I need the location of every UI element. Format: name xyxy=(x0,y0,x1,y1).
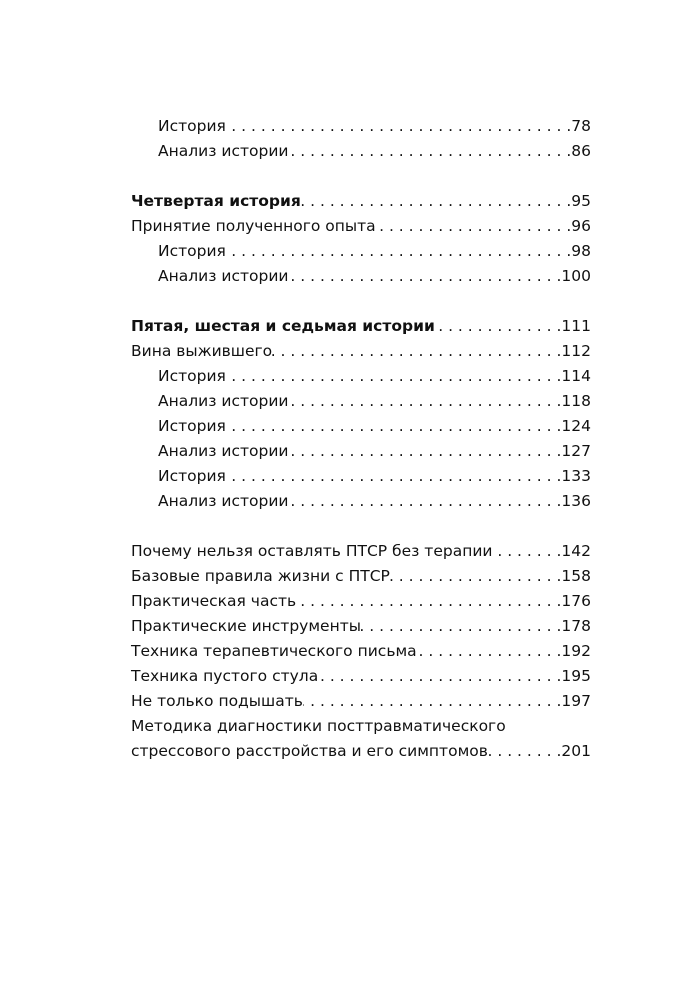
toc-entry[interactable] xyxy=(131,539,591,564)
table-of-contents xyxy=(131,114,591,764)
toc-entry-page: 98 xyxy=(571,242,591,260)
toc-entry-page: 178 xyxy=(561,617,591,635)
toc-leader-dots xyxy=(376,214,572,239)
toc-entry-title: История xyxy=(158,417,226,435)
toc-entry-title: Практическая часть xyxy=(131,592,297,610)
toc-leader-dots xyxy=(296,589,561,614)
toc-entry-page: 111 xyxy=(561,317,591,335)
toc-entry-page: 112 xyxy=(561,342,591,360)
toc-leader-dots xyxy=(417,639,562,664)
toc-entry-title: История xyxy=(158,242,226,260)
toc-entry-page: 78 xyxy=(571,117,591,135)
toc-leader-dots xyxy=(288,389,561,414)
toc-entry-title-line1: Методика диагностики посттравматического xyxy=(131,717,506,735)
toc-entry[interactable] xyxy=(131,389,591,414)
toc-entry-page: 133 xyxy=(561,467,591,485)
toc-entry-title: Практические инструменты xyxy=(131,617,361,635)
toc-entry[interactable] xyxy=(131,614,591,639)
toc-entry-title: Почему нельзя оставлять ПТСР без терапии xyxy=(131,542,493,560)
toc-entry[interactable] xyxy=(131,214,591,239)
toc-entry[interactable] xyxy=(131,464,591,489)
toc-entry-title: Анализ истории xyxy=(158,442,289,460)
toc-section-heading[interactable] xyxy=(131,189,591,214)
toc-entry-title: Анализ истории xyxy=(158,267,289,285)
toc-entry[interactable] xyxy=(131,339,591,364)
toc-leader-dots xyxy=(272,339,561,364)
toc-entry-title: Пятая, шестая и седьмая истории xyxy=(131,317,435,335)
toc-entry[interactable] xyxy=(131,264,591,289)
toc-entry[interactable] xyxy=(131,714,591,764)
toc-leader-dots xyxy=(488,739,562,764)
toc-section-heading[interactable] xyxy=(131,314,591,339)
toc-entry-page: 197 xyxy=(561,692,591,710)
toc-entry-title: Базовые правила жизни с ПТСР xyxy=(131,567,390,585)
toc-leader-dots xyxy=(303,689,562,714)
toc-leader-dots xyxy=(288,139,571,164)
toc-leader-dots xyxy=(288,489,561,514)
toc-entry[interactable] xyxy=(131,489,591,514)
toc-leader-dots xyxy=(226,414,562,439)
toc-entry-page: 158 xyxy=(561,567,591,585)
toc-entry-page: 86 xyxy=(571,142,591,160)
toc-entry-page: 127 xyxy=(561,442,591,460)
toc-entry-title: История xyxy=(158,117,226,135)
toc-entry-page: 124 xyxy=(561,417,591,435)
toc-entry[interactable] xyxy=(131,639,591,664)
toc-entry-title: Техника пустого стула xyxy=(131,667,319,685)
toc-leader-dots xyxy=(226,114,571,139)
toc-entry-title: История xyxy=(158,467,226,485)
toc-leader-dots xyxy=(226,464,562,489)
toc-leader-dots xyxy=(288,439,561,464)
section-gap xyxy=(131,164,591,189)
toc-entry[interactable] xyxy=(131,439,591,464)
toc-leader-dots xyxy=(301,189,571,214)
toc-entry-title: История xyxy=(158,367,226,385)
toc-entry-page: 96 xyxy=(571,217,591,235)
toc-entry-page: 195 xyxy=(561,667,591,685)
toc-entry-page: 176 xyxy=(561,592,591,610)
toc-entry-title: Анализ истории xyxy=(158,392,289,410)
toc-entry-page: 136 xyxy=(561,492,591,510)
toc-entry-page: 100 xyxy=(561,267,591,285)
toc-entry-page: 142 xyxy=(561,542,591,560)
toc-entry-page: 201 xyxy=(561,742,591,760)
section-gap xyxy=(131,514,591,539)
toc-entry[interactable] xyxy=(131,239,591,264)
toc-entry[interactable] xyxy=(131,364,591,389)
toc-entry[interactable] xyxy=(131,414,591,439)
toc-leader-dots xyxy=(226,239,571,264)
toc-entry-title: Принятие полученного опыта xyxy=(131,217,376,235)
toc-entry-title: Анализ истории xyxy=(158,142,289,160)
toc-entry[interactable] xyxy=(131,139,591,164)
toc-entry-title-line2: стрессового расстройства и его симптомов xyxy=(131,742,488,760)
toc-entry-page: 118 xyxy=(561,392,591,410)
toc-entry-title: Не только подышать xyxy=(131,692,303,710)
toc-entry-title: Вина выжившего xyxy=(131,342,273,360)
toc-entry-line2 xyxy=(131,739,591,764)
toc-entry-page: 192 xyxy=(561,642,591,660)
toc-leader-dots xyxy=(226,364,562,389)
toc-leader-dots xyxy=(435,314,562,339)
toc-entry-title: Техника терапевтического письма xyxy=(131,642,417,660)
toc-leader-dots xyxy=(361,614,561,639)
toc-leader-dots xyxy=(390,564,562,589)
toc-entry-title: Четвертая история xyxy=(131,192,301,210)
toc-leader-dots xyxy=(493,539,562,564)
toc-leader-dots xyxy=(318,664,561,689)
toc-entry[interactable] xyxy=(131,664,591,689)
toc-entry[interactable] xyxy=(131,114,591,139)
toc-entry-title: Анализ истории xyxy=(158,492,289,510)
toc-entry[interactable] xyxy=(131,689,591,714)
section-gap xyxy=(131,289,591,314)
toc-entry-page: 95 xyxy=(571,192,591,210)
toc-entry[interactable] xyxy=(131,589,591,614)
toc-entry-page: 114 xyxy=(561,367,591,385)
toc-entry[interactable] xyxy=(131,564,591,589)
toc-leader-dots xyxy=(288,264,561,289)
